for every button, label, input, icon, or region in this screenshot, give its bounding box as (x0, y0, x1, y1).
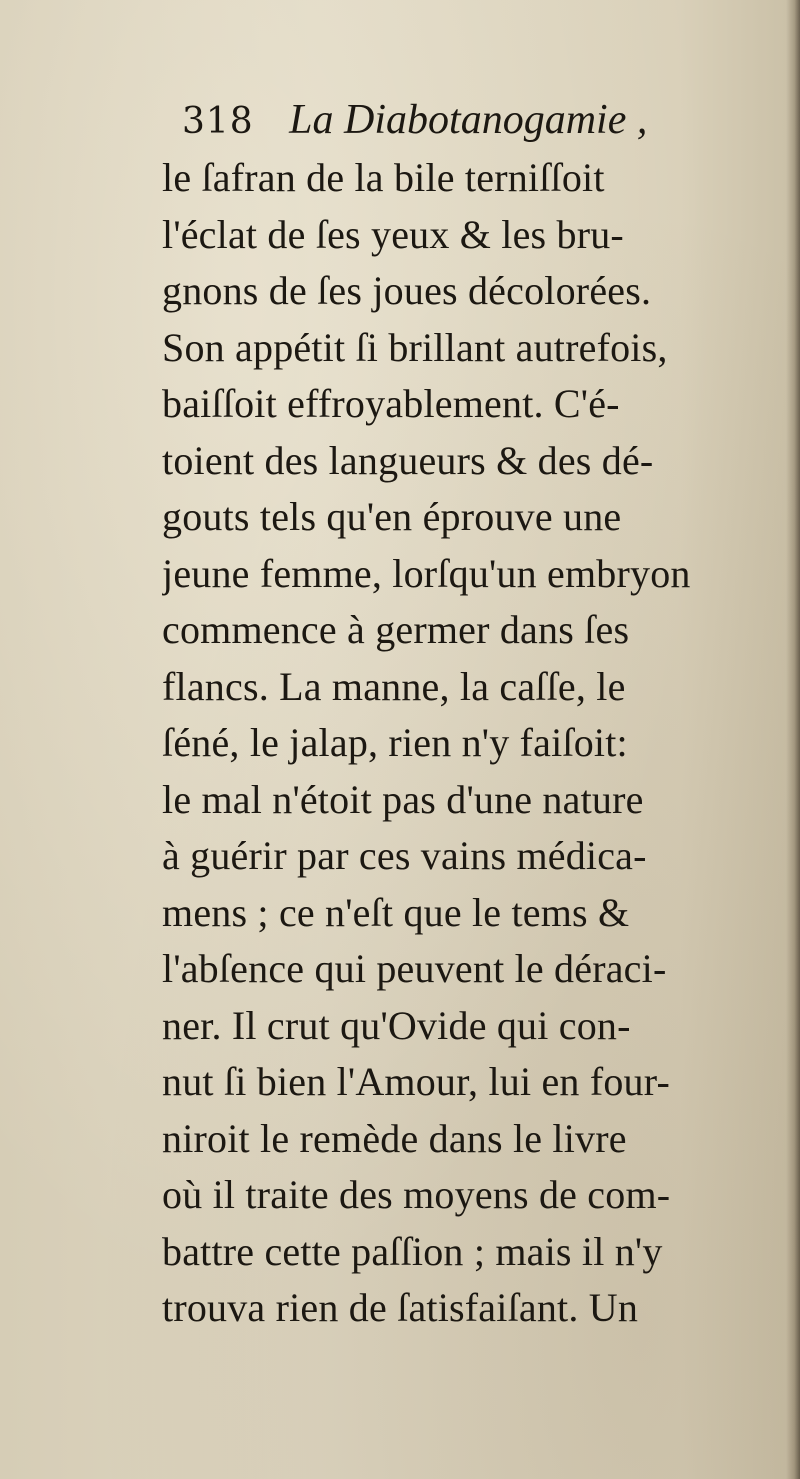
text-line: où il traite des moyens de com- (162, 1172, 671, 1217)
page-header (182, 92, 742, 148)
text-line: Son appétit ſi brillant autrefois, (162, 324, 668, 370)
text-line: ner. Il crut qu'Ovide qui con- (162, 1002, 631, 1048)
text-line: mens ; ce n'eſt que le tems & (162, 889, 630, 935)
text-line: flancs. La manne, la caſſe, le (162, 663, 626, 709)
text-line: gouts tels qu'en éprouve une (162, 494, 622, 539)
text-line: le mal n'étoit pas d'une nature (162, 776, 644, 822)
text-line: à guérir par ces vains médica- (162, 833, 647, 878)
text-line: toient des langueurs & des dé- (162, 437, 654, 483)
page-number: 318 (182, 101, 254, 142)
page-gutter-shadow (786, 0, 800, 1479)
text-line: le ſafran de la bile terniſſoit (162, 155, 605, 200)
text-line: baiſſoit effroyablement. C'é- (162, 381, 620, 426)
text-line: jeune femme, lorſqu'un embryon (162, 550, 691, 596)
text-line: ſéné, le jalap, rien n'y faiſoit: (162, 720, 628, 765)
text-line: l'abſence qui peuvent le déraci- (162, 946, 667, 991)
text-line: nut ſi bien l'Amour, lui en four- (162, 1059, 670, 1104)
running-title: La Diabotanogamie , (289, 97, 648, 143)
text-line: battre cette paſſion ; mais il n'y (162, 1228, 663, 1274)
text-line: trouva rien de ſatisfaiſant. Un (162, 1285, 639, 1330)
text-line: l'éclat de ſes yeux & les bru- (162, 211, 624, 257)
text-line: commence à germer dans ſes (162, 607, 630, 652)
text-line: gnons de ſes joues décolorées. (162, 268, 652, 313)
text-line: niroit le remède dans le livre (162, 1115, 627, 1161)
body-text (162, 150, 772, 1337)
